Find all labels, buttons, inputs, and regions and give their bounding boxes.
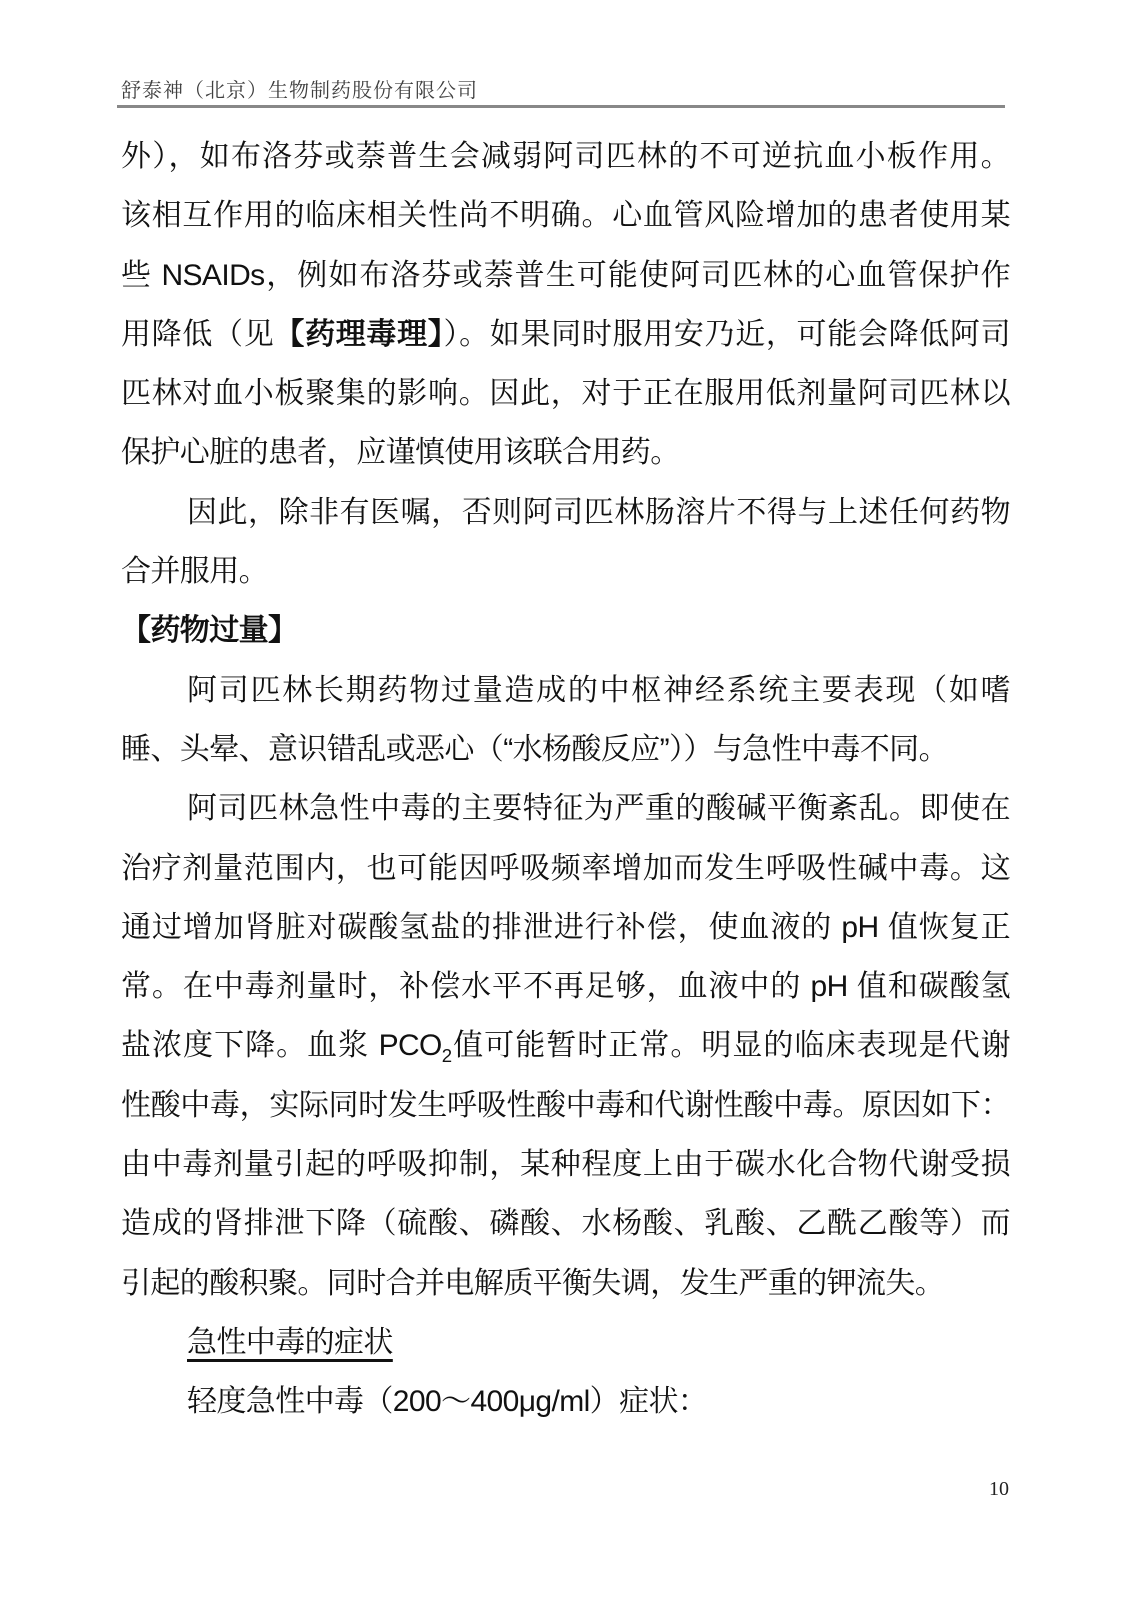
text-line bbox=[121, 1016, 1010, 1075]
underlined-heading-segment: 急性中毒的症状 bbox=[187, 1325, 393, 1359]
bold-text-segment: 【药理毒理】 bbox=[274, 317, 444, 351]
text-segment: 通过增加肾脏对碳酸氢盐的排泄进行补偿，使血液的 pH 值恢复正 bbox=[121, 910, 1010, 944]
text-segment: 由中毒剂量引起的呼吸抑制，某种程度上由于碳水化合物代谢受损 bbox=[121, 1148, 1010, 1182]
text-line bbox=[121, 779, 1010, 838]
text-segment: 用降低（见 bbox=[121, 317, 275, 351]
header-company-name: 舒泰神（北京）生物制药股份有限公司 bbox=[121, 80, 478, 102]
text-line bbox=[121, 246, 1010, 305]
text-line bbox=[121, 720, 1010, 779]
text-line bbox=[121, 1313, 1010, 1372]
header-rule bbox=[117, 105, 1005, 108]
text-segment: 些 NSAIDs，例如布洛芬或萘普生可能使阿司匹林的心血管保护作 bbox=[121, 258, 1010, 292]
text-segment: 性酸中毒，实际同时发生呼吸性酸中毒和代谢性酸中毒。原因如下： bbox=[121, 1088, 1010, 1122]
text-segment: 造成的肾排泄下降（硫酸、磷酸、水杨酸、乳酸、乙酰乙酸等）而 bbox=[121, 1207, 1010, 1241]
text-segment: 盐浓度下降。血浆 PCO bbox=[121, 1029, 442, 1063]
text-line bbox=[121, 483, 1010, 542]
text-segment: 匹林对血小板聚集的影响。因此，对于正在服用低剂量阿司匹林以 bbox=[121, 377, 1010, 411]
text-segment: 轻度急性中毒（200～400μg/ml）症状： bbox=[187, 1385, 708, 1419]
text-line bbox=[121, 127, 1010, 186]
text-line bbox=[121, 186, 1010, 245]
text-segment: 阿司匹林急性中毒的主要特征为严重的酸碱平衡紊乱。即使在 bbox=[187, 792, 1010, 826]
text-line bbox=[121, 839, 1010, 898]
text-segment: 该相互作用的临床相关性尚不明确。心血管风险增加的患者使用某 bbox=[121, 199, 1010, 233]
text-segment: 阿司匹林长期药物过量造成的中枢神经系统主要表现（如嗜 bbox=[187, 673, 1010, 707]
text-segment: 睡、头晕、意识错乱或恶心（“水杨酸反应”））与急性中毒不同。 bbox=[121, 732, 948, 766]
text-line bbox=[121, 1372, 1010, 1431]
text-line bbox=[121, 601, 1010, 660]
text-segment: 外），如布洛芬或萘普生会减弱阿司匹林的不可逆抗血小板作用。 bbox=[121, 140, 1010, 173]
text-segment: 因此，除非有医嘱，否则阿司匹林肠溶片不得与上述任何药物 bbox=[187, 495, 1010, 529]
text-segment: 治疗剂量范围内，也可能因呼吸频率增加而发生呼吸性碱中毒。这 bbox=[121, 851, 1010, 885]
text-segment: ）。如果同时服用安乃近，可能会降低阿司 bbox=[443, 317, 1011, 351]
text-line bbox=[121, 1254, 1010, 1313]
text-line bbox=[121, 1194, 1010, 1253]
text-line bbox=[121, 542, 1010, 601]
text-line bbox=[121, 364, 1010, 423]
text-line bbox=[121, 305, 1010, 364]
text-line bbox=[121, 898, 1010, 957]
text-segment: 值可能暂时正常。明显的临床表现是代谢 bbox=[451, 1029, 1010, 1063]
text-line bbox=[121, 957, 1010, 1016]
subscript-segment: 2 bbox=[441, 1045, 452, 1067]
text-line bbox=[121, 423, 1010, 482]
text-segment: 常。在中毒剂量时，补偿水平不再足够，血液中的 pH 值和碳酸氢 bbox=[121, 970, 1010, 1004]
text-line bbox=[121, 1135, 1010, 1194]
text-segment: 合并服用。 bbox=[121, 555, 268, 589]
document-body bbox=[121, 127, 1010, 1432]
page-number: 10 bbox=[989, 1478, 1009, 1500]
bold-text-segment: 【药物过量】 bbox=[121, 614, 298, 648]
text-line bbox=[121, 1076, 1010, 1135]
text-line bbox=[121, 661, 1010, 720]
text-segment: 保护心脏的患者，应谨慎使用该联合用药。 bbox=[121, 436, 680, 470]
text-segment: 引起的酸积聚。同时合并电解质平衡失调，发生严重的钾流失。 bbox=[121, 1266, 945, 1300]
